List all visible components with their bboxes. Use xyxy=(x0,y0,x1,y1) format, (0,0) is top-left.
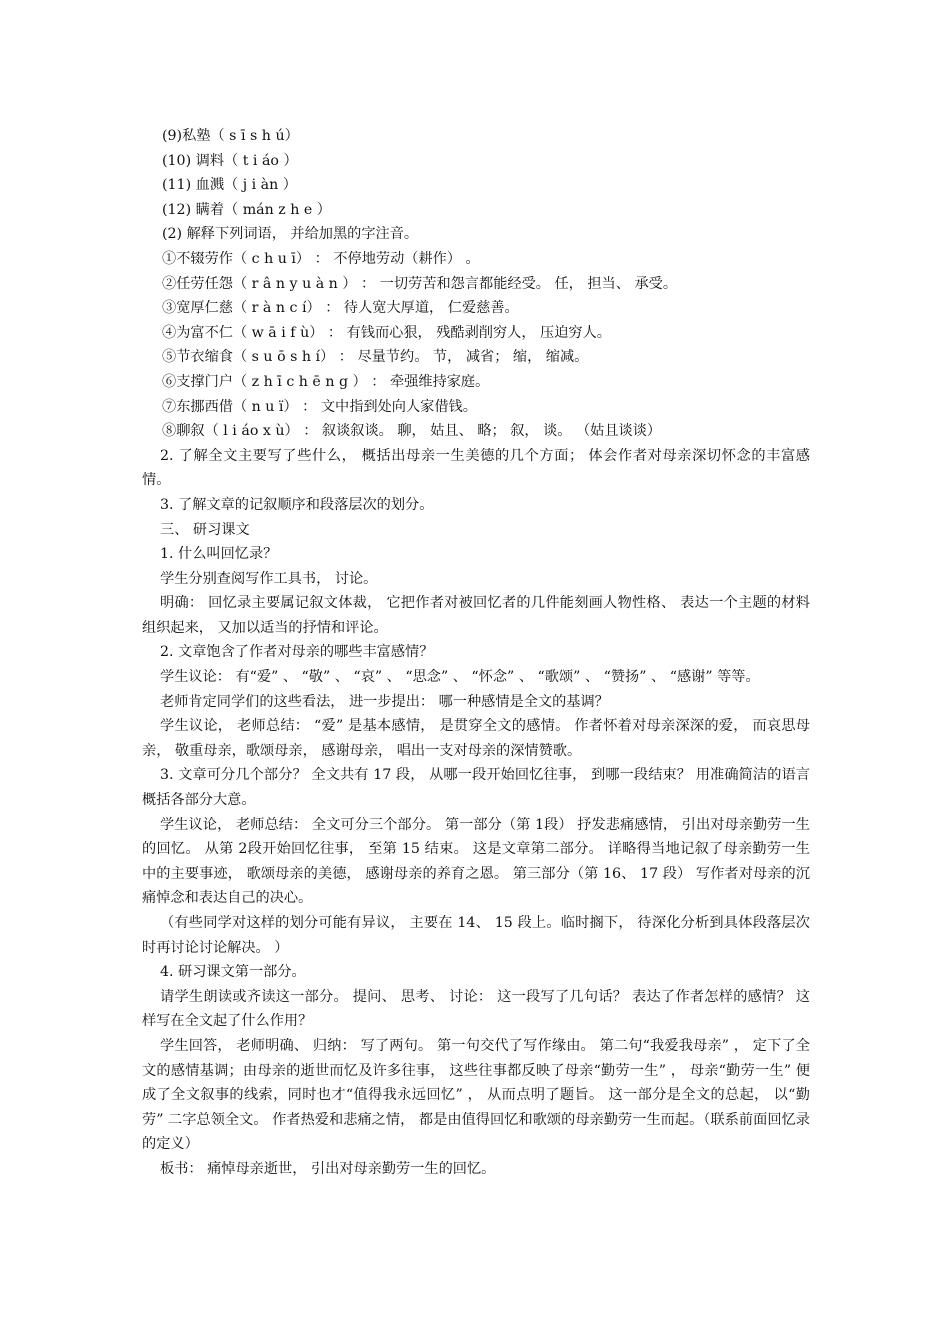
question-4-prompt: 请学生朗读或齐读这一部分。 提问、 思考、 讨论： 这一段写了几句话？ 表达了作者怎样的感情？ 这样写在全文起了什么作用？ xyxy=(142,988,810,1030)
question-1: 1. 什么叫回忆录？ xyxy=(160,546,278,563)
body-text xyxy=(142,444,810,1182)
term-item-1: ①不辍劳作（ c h u ī） ： 不停地劳动（耕作） 。 xyxy=(162,250,480,267)
vocab-item-12: (12) 瞒着（ mán z h e ） xyxy=(162,201,331,218)
question-4: 4. 研习课文第一部分。 xyxy=(160,964,306,981)
point-3: 3. 了解文章的记叙顺序和段落层次的划分。 xyxy=(160,496,434,513)
task-2-intro: (2) 解释下列词语， 并给加黑的字注音。 xyxy=(162,226,419,243)
vocab-item-9: (9)私塾（ s ī s h ú） xyxy=(162,128,299,144)
vocab-item-10: (10) 调料（ t i áo ） xyxy=(162,152,298,169)
term-item-2: ②任劳任怨（ r â n y u à n ） ： 一切劳苦和怨言都能经受。 任， 担当、 承受。 xyxy=(162,275,678,292)
term-item-5: ⑤节衣缩食（ s u ō s h í） ： 尽量节约。 节， 减省； 缩， 缩减。 xyxy=(162,349,589,366)
question-3-summary: 学生议论， 老师总结： 全文可分三个部分。 第一部分（第 1段） 抒发悲痛感情， 引出对母亲勤劳一生的回忆。 从第 2段开始回忆往事， 至第 15 结束。 这是文章第二部分。 详略得当地记叙了母亲勤劳一生中的主要事迹， 歌颂母亲的美德， 感谢母亲的养育之恩。 第三部分（第 16、 17 段） 写作者对母亲的沉痛悼念和表达自己的决心。 xyxy=(142,816,810,907)
vocab-item-11: (11) 血溅（ j i àn ） xyxy=(162,177,297,194)
document-page xyxy=(142,124,810,1182)
question-1-student: 学生分别查阅写作工具书， 讨论。 xyxy=(160,570,378,587)
section-heading: 三、 研习课文 xyxy=(160,521,250,538)
term-item-8: ⑧聊叙（ l i áo x ù） ： 叙谈叙谈。 聊， 姑且、 略； 叙， 谈。 （姑且谈谈） xyxy=(162,423,662,440)
vocab-list xyxy=(142,124,810,444)
question-3-note: （有些同学对这样的划分可能有异议， 主要在 14、 15 段上。临时搁下， 待深化分析到具体段落层次时再讨论讨论解决。 ） xyxy=(142,915,810,956)
term-item-6: ⑥支撑门户（ z h ī c h ē n g ） ： 牵强维持家庭。 xyxy=(162,373,490,390)
term-item-4: ④为富不仁（ w ā i f ù） ： 有钱而心狠， 残酷剥削穷人， 压迫穷人。 xyxy=(162,324,611,341)
question-2-summary: 学生议论， 老师总结： “爱” 是基本感情， 是贯穿全文的感情。 作者怀着对母亲深深的爱， 而哀思母亲， 敬重母亲，歌颂母亲， 感谢母亲， 唱出一支对母亲的深情赞歌。 xyxy=(142,718,810,759)
term-item-3: ③宽厚仁慈（ r à n c í） ： 待人宽大厚道， 仁爱慈善。 xyxy=(162,300,519,317)
term-item-7: ⑦东挪西借（ n u ï） ： 文中指到处向人家借钱。 xyxy=(162,398,477,415)
question-3: 3. 文章可分几个部分？ 全文共有 17 段， 从哪一段开始回忆往事， 到哪一段结束？ 用准确简洁的语言概括各部分大意。 xyxy=(142,767,810,809)
question-2: 2. 文章饱含了作者对母亲的哪些丰富感情？ xyxy=(160,644,434,661)
question-2-teacher: 老师肯定同学们的这些看法， 进一步提出： 哪一种感情是全文的基调？ xyxy=(160,693,609,710)
point-2: 2. 了解全文主要写了些什么， 概括出母亲一生美德的几个方面； 体会作者对母亲深切怀念的丰富感情。 xyxy=(142,447,810,489)
question-1-answer: 明确： 回忆录主要属记叙文体裁， 它把作者对被回忆者的几件能刻画人物性格、 表达一个主题的材料组织起来， 又加以适当的抒情和评论。 xyxy=(142,595,810,636)
question-4-answer: 学生回答， 老师明确、 归纳： 写了两句。 第一句交代了写作缘由。 第二句“我爱我母亲” ， 定下了全文的感情基调；由母亲的逝世而忆及许多往事， 这些往事都反映了母亲“勤劳一生” ， 母亲“勤劳一生” 便成了全文叙事的线索，同时也才“值得我永远回忆” ， 从而点明了题旨。 这一部分是全文的总起， 以“勤劳” 二字总领全文。 作者热爱和悲痛之情， 都是由值得回忆和歌颂的母亲勤劳一生而起。（联系前面回忆录的定义） xyxy=(142,1037,810,1153)
blackboard-note: 板书： 痛悼母亲逝世， 引出对母亲勤劳一生的回忆。 xyxy=(160,1160,496,1177)
question-2-student: 学生议论： 有“爱” 、 “敬” 、 “哀” 、 “思念” 、 “怀念” 、 “歌颂” 、 “赞扬” 、 “感谢” 等等。 xyxy=(160,669,760,686)
